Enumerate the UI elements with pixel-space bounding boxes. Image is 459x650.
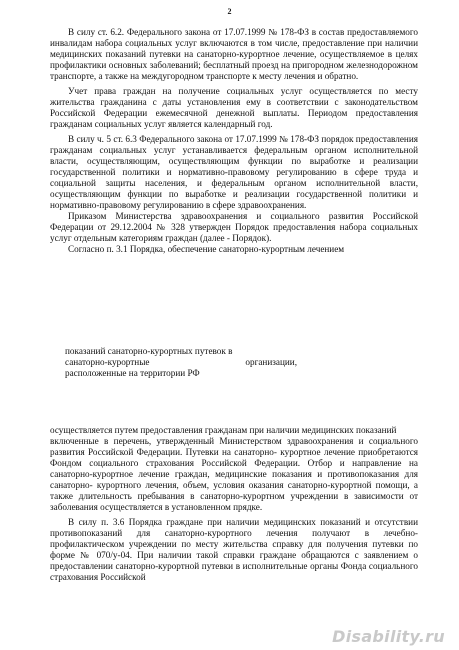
- fragment-text: организации,: [245, 357, 297, 367]
- document-body-top: [50, 27, 418, 255]
- paragraph: включенные в перечень, утвержденный Министерством здравоохранения и социального развития Российской Федерации. Путевки на санаторно- курортное лечение приобретаются Фондом социального страхования Российской Федерации. Отбор и направление на санаторно-курортное лечение граждан, медицинские показания и противопоказания для санаторно- курортного лечения, объем, условия оказания санаторно-курортной помощи, а также длительность пребывания в санаторно-курортном учреждении в зависимости от заболевания осуществляется в установленном прядке.: [50, 436, 418, 512]
- paragraph: В силу ч. 5 ст. 6.3 Федерального закона от 17.07.1999 № 178-ФЗ порядок предоставления гражданам социальных услуг устанавливается федеральным органом исполнительной власти, осуществляющим, осуществляющим функции по выработке и реализации государственной политики и нормативно-правовому регулированию в сфере труда и социальной защиты населения, и федеральным органом исполнительной власти, осуществляющим функции по выработке и реализации государственной политики и нормативно-правовому регулированию в сфере здравоохранения.: [50, 134, 418, 210]
- paragraph: Учет права граждан на получение социальных услуг осуществляется по месту жительства гражданина с даты установления ему в соответствии с законодательством Российской Федерации ежемесячной денежной выплаты. Периодом предоставления гражданам социальных услуг является календарный год.: [50, 86, 418, 129]
- paragraph: В силу ст. 6.2. Федерального закона от 17.07.1999 № 178-ФЗ в состав предоставляемого инвалидам набора социальных услуг включаются в том числе, предоставление при наличии медицинских показаний путевки на санаторно-курортное лечение, осуществляемое в целях профилактики основных заболеваний; бесплатный проезд на пригородном железнодорожном транспорте, а также на междугородном транспорте к месту лечения и обратно.: [50, 27, 418, 81]
- paragraph: осуществляется путем предоставления гражданам при наличии медицинских показаний: [50, 425, 397, 435]
- page-number: 2: [227, 7, 232, 16]
- paragraph: В силу п. 3.6 Порядка граждане при наличии медицинских показаний и отсутствии противопоказаний для санаторно-курортного лечения получают в лечебно-профилактическом учреждении по месту жительства справку для получения путевки по форме № 070/у-04. При наличии такой справки граждане обращаются с заявлением о предоставлении санаторно-курортной путевки в исполнительные органы Фонда социального страхования Российской: [50, 517, 418, 582]
- paragraph: Приказом Министерства здравоохранения и социального развития Российской Федерации от 29.12.2004 № 328 утвержден Порядок предоставления набора социальных услуг отдельным категориям граждан (далее - Порядок).: [50, 211, 418, 243]
- paragraph: Согласно п. 3.1 Порядка, обеспечение санаторно-курортным лечением: [68, 244, 345, 254]
- floating-text-fragment: [65, 346, 297, 379]
- fragment-line: показаний санаторно-курортных путевок в: [65, 346, 233, 356]
- fragment-text: санаторно-курортные: [65, 357, 150, 367]
- fragment-line: расположенные на территории РФ: [65, 368, 200, 378]
- document-body-bottom: [50, 425, 418, 583]
- watermark-logo: Disability.ru: [332, 627, 445, 646]
- fragment-line: [65, 357, 297, 368]
